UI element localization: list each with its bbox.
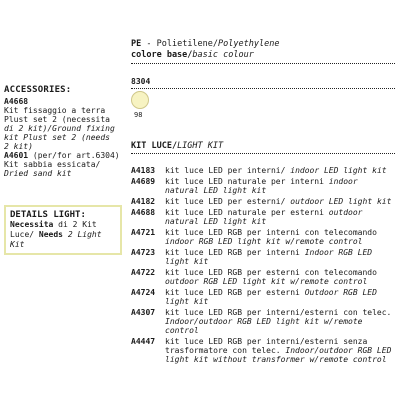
kit-description-it: kit luce LED RGB per interni/esterni con telec. [165,308,392,317]
kit-description-it: kit luce LED RGB per interni [165,248,300,257]
material-name-line [131,39,396,50]
kit-description-en: outdoor RGB LED light kit w/remote control [165,277,368,286]
details-light-line [10,240,116,250]
kit-title-en: LIGHT KIT [177,141,224,151]
colour-swatch-label: 98 [134,111,143,119]
kit-row [131,177,396,195]
kit-row [131,288,396,306]
kit-description [165,208,396,226]
accessory-line: kit Plust set 2 (needs [4,133,110,142]
divider [131,63,395,64]
base-colour-en: basic colour [192,50,254,60]
kit-description-en: Outdoor RGB LED light kit [165,288,377,306]
details-text-bold: Necessita [10,220,54,229]
kit-row [131,208,396,226]
kit-row [131,197,396,206]
kit-row [131,268,396,286]
accessories-title: ACCESSORIES: [4,85,72,95]
kit-code: A4689 [131,177,156,186]
material-name-it: Polietilene/ [156,39,219,49]
kit-description-it: kit luce LED per esterni/ [165,197,286,206]
material-dash: - [141,39,157,49]
accessory-line: 2 kit) [4,142,33,151]
kit-section-title [131,142,223,151]
kit-description-en: Indoor/outdoor RGB LED light kit without transformer w/remote control [165,346,392,364]
kit-description-it: kit luce LED naturale per esterni [165,208,324,217]
accessory-item [4,97,128,151]
kit-code: A4183 [131,166,156,175]
accessory-line: di 2 kit)/Ground fixing [4,124,115,133]
details-light-box [4,205,122,255]
kit-code: A4307 [131,308,156,317]
kit-row [131,308,396,335]
kit-description-en: outdoor LED light kit [290,197,392,206]
kit-row [131,248,396,266]
kit-title-it: KIT LUCE/ [131,141,178,151]
details-text: di 2 Kit [53,220,97,229]
kit-code: A4724 [131,288,156,297]
kit-description-en: outdoor natural LED light kit [165,208,363,226]
base-colour-line [131,50,396,61]
kit-code: A4688 [131,208,156,217]
kit-description-en: Indoor RGB LED light kit [165,248,373,266]
kit-row [131,228,396,246]
details-text: Luce/ [10,230,39,239]
accessory-item [4,151,128,178]
colour-code: 8304 [131,77,151,86]
kit-description [165,308,396,335]
kit-description [165,166,396,175]
details-light-line [10,220,116,230]
kit-code: A4721 [131,228,156,237]
kit-description-en: Indoor/outdoor RGB LED light kit w/remote control [165,317,363,335]
accessory-line: Dried sand kit [4,169,72,178]
material-name-en: Polyethylene [218,39,280,49]
kit-description [165,288,396,306]
kit-row [131,337,396,364]
kit-description-it: kit luce LED naturale per interni [165,177,324,186]
kit-description-en: indoor LED light kit [290,166,387,175]
kit-description [165,337,396,364]
divider [131,88,395,89]
divider [131,153,395,154]
kit-code: A4722 [131,268,156,277]
details-text-bold: Needs [38,230,63,239]
kit-description-it: kit luce LED RGB per esterni [165,288,300,297]
kit-description-it: kit luce LED RGB per interni con telecomando [165,228,377,237]
kit-code: A4447 [131,337,156,346]
accessory-code: A4601 [4,151,29,160]
accessory-line: Kit sabbia essicata/ [4,160,101,169]
kit-description-en: indoor RGB LED light kit w/remote control [165,237,363,246]
base-colour-it: colore base/ [131,50,193,60]
kit-list [131,166,396,366]
kit-description [165,268,396,286]
kit-code: A4182 [131,197,156,206]
colour-swatch [131,91,149,109]
kit-description [165,248,396,266]
accessory-code-note: (per/for art.6304) [28,151,120,160]
kit-description-it: kit luce LED per interni/ [165,166,286,175]
details-text-italic: Kit [10,240,25,249]
details-text-italic: 2 Light [63,230,102,239]
accessory-code: A4668 [4,97,29,106]
accessory-line: Plust set 2 (necessita [4,115,110,124]
kit-description-it: kit luce LED RGB per esterni con telecomando [165,268,377,277]
material-code: PE [131,39,142,49]
kit-description [165,197,396,206]
kit-row [131,166,396,175]
accessory-line: Kit fissaggio a terra [4,106,106,115]
material-header [131,39,396,61]
details-light-title: DETAILS LIGHT: [10,210,86,220]
accessories-list [4,97,128,178]
kit-code: A4723 [131,248,156,257]
details-light-line [10,230,116,240]
kit-description [165,228,396,246]
kit-description-it: kit luce LED RGB per interni/esterni senza trasformatore con telec. [165,337,368,355]
kit-description [165,177,396,195]
kit-description-en: indoor natural LED light kit [165,177,358,195]
